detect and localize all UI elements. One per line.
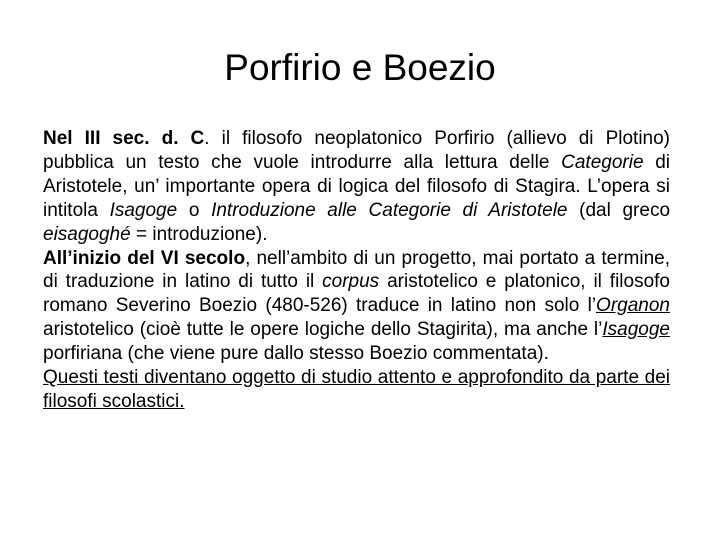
term-corpus: corpus [322, 271, 380, 293]
text-segment: , nell’ambito di un progetto, mai portato a termine, di traduzione in latino di tutto il [43, 247, 670, 293]
text-segment: = introduzione). [130, 223, 268, 245]
date-porfirio: Nel III sec. d. C [43, 128, 205, 149]
text-segment: aristotelico e platonico, il filosofo romano Severino Boezio (480-526) traduce in latino non solo l’ [43, 271, 670, 317]
title-isagoge-underlined: Isagoge [602, 319, 670, 341]
text-segment: aristotelico (cioè tutte le opere logiche dello Stagirita), ma anche l’ [43, 319, 603, 341]
text-segment: o [177, 199, 212, 221]
text-segment: (dal greco [567, 199, 671, 221]
title-introduzione: Introduzione alle Categorie di Aristotele [211, 199, 568, 221]
greek-term: eisagoghé [43, 223, 131, 245]
text-segment: di Aristotele, un’ importante opera di logica del filosofo di Stagira. L’opera si intitola [43, 151, 670, 221]
slide-body [43, 127, 670, 414]
paragraph-porfirio [43, 127, 670, 247]
date-boezio: All’inizio del VI secolo [43, 247, 246, 269]
title-categorie: Categorie [561, 151, 644, 173]
title-isagoge: Isagoge [109, 199, 178, 221]
title-organon: Organon [596, 295, 670, 317]
text-segment: porfiriana (che viene pure dallo stesso Boezio commentata). [43, 343, 549, 365]
text-segment: . il filosofo neoplatonico Porfirio (allievo di Plotino) pubblica un testo che vuole introdurre alla lettura delle [43, 128, 670, 173]
underlined-conclusion: Questi testi diventano oggetto di studio attento e approfondito da parte dei filosofi scolastici. [43, 367, 670, 412]
slide-title: Porfirio e Boezio [224, 47, 496, 88]
paragraph-boezio [43, 247, 670, 367]
paragraph-scolastici [43, 366, 670, 414]
